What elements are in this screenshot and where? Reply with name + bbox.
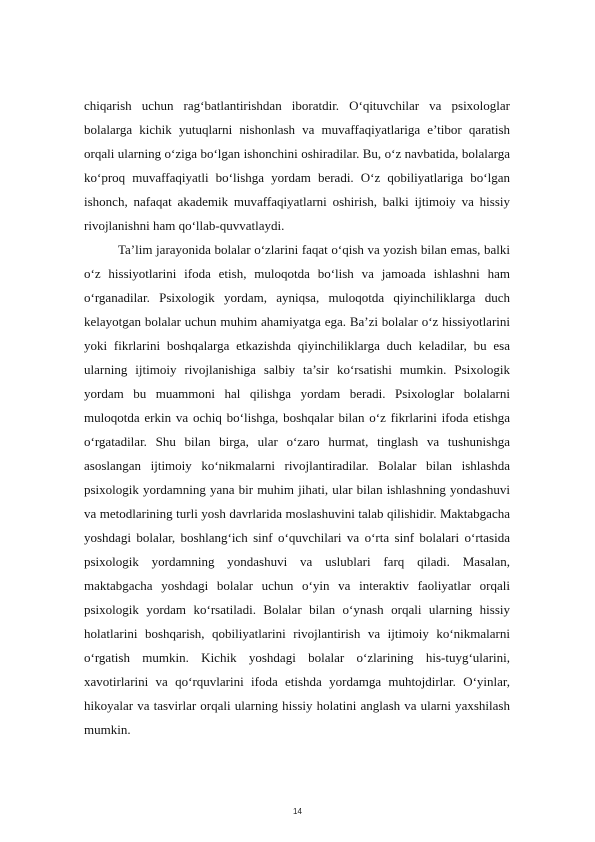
paragraph-1: chiqarish uchun rag‘batlantirishdan iboratdir. O‘qituvchilar va psixologlar bolalarga kichik yutuqlarni nishonlash va muvaffaqiyatlariga e’tibor qaratish orqali ularning o‘ziga bo‘lgan ishonchini oshiradilar. Bu, o‘z navbatida, bolalarga ko‘proq muvaffaqiyatli bo‘lishga yordam beradi. O‘z qobiliyatlariga bo‘lgan ishonch, nafaqat akademik muvaffaqiyatlarni oshirish, balki ijtimoiy va hissiy rivojlanishni ham qo‘llab-quvvatlaydi. xyxy=(84,98,510,233)
paragraph-2: Ta’lim jarayonida bolalar o‘zlarini faqat o‘qish va yozish bilan emas, balki o‘z hissiyotlarini ifoda etish, muloqotda bo‘lish va jamoada ishlashni ham o‘rganadilar. Psixologik yordam, ayniqsa, muloqotda qiyinchiliklarga duch kelayotgan bolalar uchun muhim ahamiyatga ega. Ba’zi bolalar o‘z hissiyotlarini yoki fikrlarini boshqalarga etkazishda qiyinchiliklarga duch keladilar, bu esa ularning ijtimoiy rivojlanishiga salbiy ta’sir ko‘rsatishi mumkin. Psixologik yordam bu muammoni hal qilishga yordam beradi. Psixologlar bolalarni muloqotda erkin va ochiq bo‘lishga, boshqalar bilan o‘z fikrlarini ifoda etishga o‘rgatadilar. Shu bilan birga, ular o‘zaro hurmat, tinglash va tushunishga asoslangan ijtimoiy ko‘nikmalarni rivojlantiradilar. Bolalar bilan ishlashda psixologik yordamning yana bir muhim jihati, ular bilan ishlashning yondashuvi va metodlarining turli yosh davrlarida moslashuvini talab qilishidir. Maktabgacha yoshdagi bolalar, boshlang‘ich sinf o‘quvchilari va o‘rta sinf bolalari o‘rtasida psixologik yordamning yondashuvi va uslublari farq qiladi. Masalan, maktabgacha yoshdagi bolalar uchun o‘yin va interaktiv faoliyatlar orqali psixologik yordam ko‘rsatiladi. Bolalar bilan o‘ynash orqali ularning hissiy holatlarini boshqarish, qobiliyatlarini rivojlantirish va ijtimoiy ko‘nikmalarni o‘rgatish mumkin. Kichik yoshdagi bolalar o‘zlarining his-tuyg‘ularini, xavotirlarini va qo‘rquvlarini ifoda etishda yordamga muhtojdirlar. O‘yinlar, hikoyalar va tasvirlar orqali ularning hissiy holatini anglash va ularni yaxshilash mumkin. xyxy=(84,242,510,737)
page-number: 14 xyxy=(293,807,302,816)
document-body xyxy=(84,94,510,742)
